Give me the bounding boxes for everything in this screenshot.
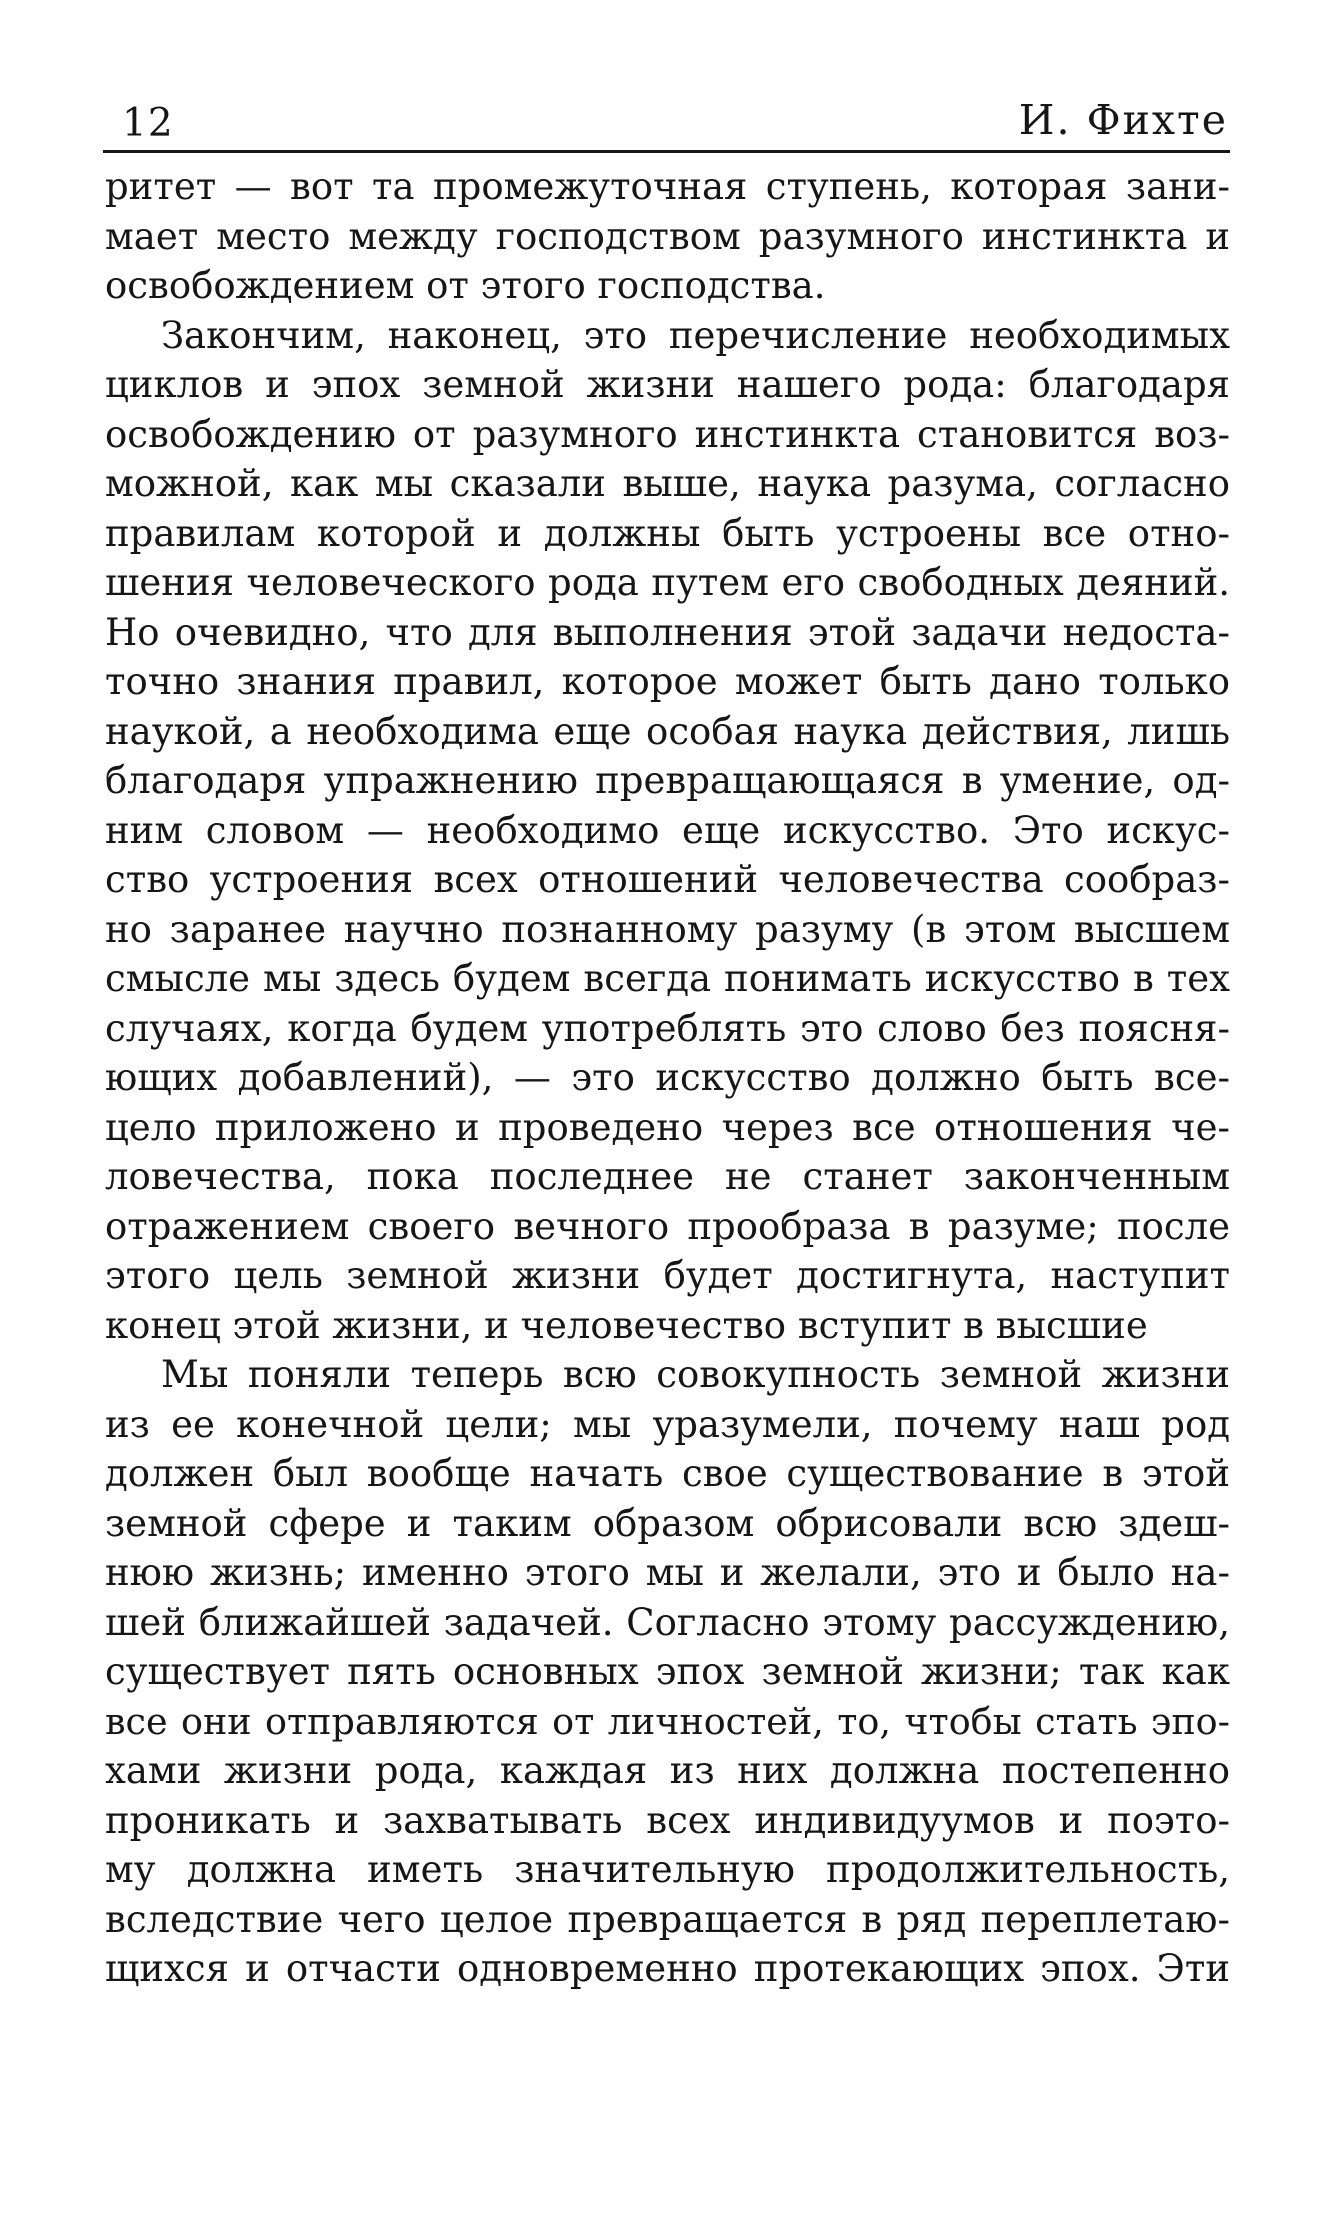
text-line: Но очевидно, что для выполнения этой задачи недоста- bbox=[105, 610, 1230, 654]
text-line: щихся и отчасти одновременно протекающих эпох. Эти bbox=[105, 1947, 1230, 1990]
body-text bbox=[105, 162, 1230, 1994]
text-line: ловечества, пока последнее не станет законченным bbox=[105, 1155, 1230, 1198]
text-line: отражением своего вечного прообраза в разуме; после bbox=[105, 1204, 1230, 1248]
text-line: му должна иметь значительную продолжительность, bbox=[105, 1848, 1230, 1891]
text-line: Мы поняли теперь всю совокупность земной жизни bbox=[161, 1353, 1230, 1396]
text-line: шей ближайшей задачей. Согласно этому рассуждению, bbox=[105, 1600, 1230, 1644]
text-line: мает место между господством разумного инстинкта и bbox=[105, 214, 1230, 258]
text-line: проникать и захватывать всех индивидуумов и поэто- bbox=[105, 1798, 1230, 1842]
paragraph-summary bbox=[105, 1350, 1230, 1994]
text-line: циклов и эпох земной жизни нашего рода: благодаря bbox=[105, 363, 1230, 406]
text-line: смысле мы здесь будем всегда понимать искусство в тех bbox=[105, 957, 1230, 1000]
text-line: этого цель земной жизни будет достигнута, наступит bbox=[105, 1254, 1230, 1297]
text-line: существует пять основных эпох земной жизни; так как bbox=[105, 1650, 1230, 1693]
text-line: из ее конечной цели; мы уразумели, почему наш род bbox=[105, 1402, 1230, 1446]
text-line: но заранее научно познанному разуму (в этом высшем bbox=[105, 907, 1230, 951]
text-line: конец этой жизни, и человечество вступит в высшие bbox=[105, 1303, 1148, 1347]
text-line: ритет — вот та промежуточная ступень, которая зани- bbox=[105, 165, 1230, 208]
text-line: все они отправляются от личностей, то, чтобы стать эпо- bbox=[105, 1699, 1230, 1743]
text-line: нюю жизнь; именно этого мы и желали, это и было на- bbox=[105, 1551, 1230, 1594]
text-line: ющих добавлений), — это искусство должно быть все- bbox=[105, 1056, 1230, 1099]
page-number: 12 bbox=[122, 101, 174, 146]
text-line: освобождению от разумного инстинкта становится воз- bbox=[105, 412, 1230, 456]
text-line: можной, как мы сказали выше, наука разума, согласно bbox=[105, 462, 1230, 505]
text-line: цело приложено и проведено через все отношения че- bbox=[105, 1105, 1230, 1149]
text-line: правилам которой и должны быть устроены все отно- bbox=[105, 511, 1230, 555]
text-line: должен был вообще начать свое существование в этой bbox=[105, 1452, 1230, 1495]
paragraph-conclusion bbox=[105, 311, 1230, 1351]
text-line: ство устроения всех отношений человечества сообраз- bbox=[105, 858, 1230, 901]
text-line: освобождением от этого господства. bbox=[105, 264, 826, 307]
text-line: благодаря упражнению превращающаяся в умение, од- bbox=[105, 759, 1230, 802]
paragraph-continued bbox=[105, 162, 1230, 311]
text-line: ним словом — необходимо еще искусство. Это искус- bbox=[105, 808, 1230, 852]
text-line: случаях, когда будем употреблять это слово без поясня- bbox=[105, 1006, 1230, 1050]
text-line: шения человеческого рода путем его свободных деяний. bbox=[105, 561, 1230, 604]
text-line: точно знания правил, которое может быть дано только bbox=[105, 660, 1230, 703]
text-line: хами жизни рода, каждая из них должна постепенно bbox=[105, 1749, 1230, 1792]
text-line: земной сфере и таким образом обрисовали всю здеш- bbox=[105, 1501, 1230, 1545]
text-line: наукой, а необходима еще особая наука действия, лишь bbox=[105, 709, 1230, 753]
text-line: Закончим, наконец, это перечисление необходимых bbox=[161, 313, 1230, 357]
running-head-author: И. Фихте bbox=[1018, 96, 1228, 144]
page-header bbox=[103, 94, 1230, 153]
text-line: вследствие чего целое превращается в ряд переплетаю- bbox=[105, 1897, 1230, 1941]
